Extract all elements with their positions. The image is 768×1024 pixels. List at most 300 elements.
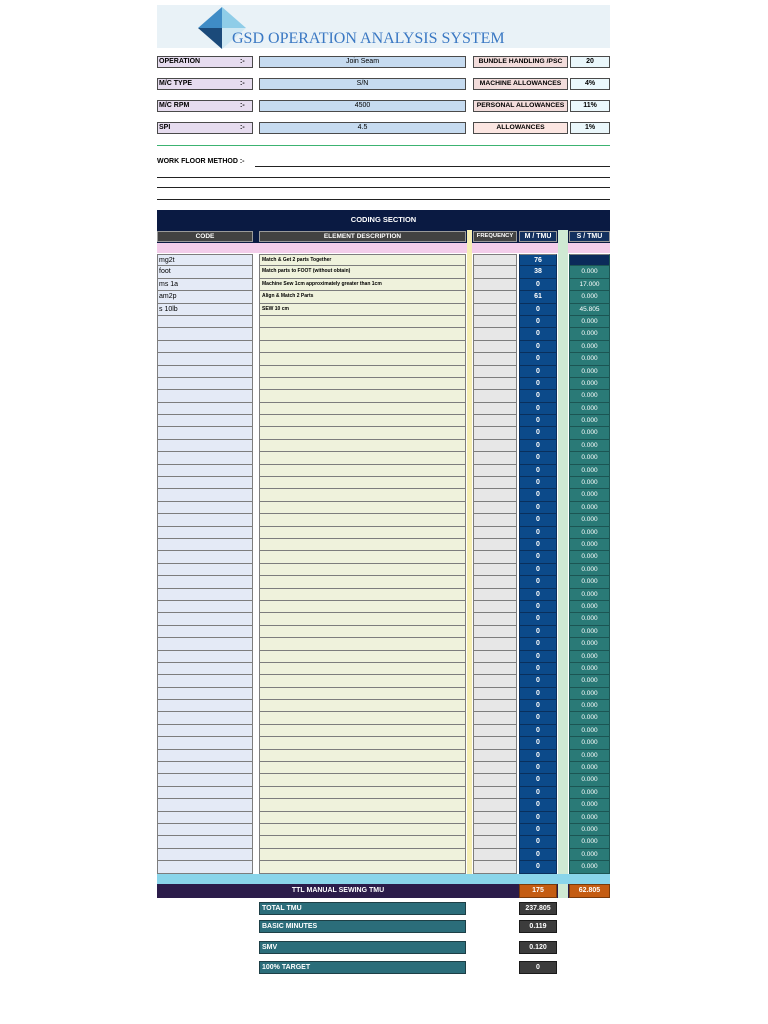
frequency-cell[interactable] [473, 700, 517, 712]
table-row [157, 452, 610, 464]
s-tmu-cell: 0.000 [569, 787, 610, 799]
description-cell[interactable] [259, 353, 466, 365]
code-cell[interactable] [157, 638, 253, 650]
app-title: GSD OPERATION ANALYSIS SYSTEM [232, 30, 505, 47]
code-cell[interactable] [157, 688, 253, 700]
frequency-cell[interactable] [473, 477, 517, 489]
description-cell[interactable] [259, 527, 466, 539]
frequency-cell[interactable] [473, 774, 517, 786]
code-cell[interactable]: am2p [157, 291, 253, 303]
frequency-cell[interactable] [473, 502, 517, 514]
description-cell[interactable] [259, 787, 466, 799]
m-tmu-cell: 0 [519, 403, 557, 415]
m-tmu-cell: 0 [519, 353, 557, 365]
s-tmu-cell: 0.000 [569, 576, 610, 588]
column-header-description: ELEMENT DESCRIPTION [259, 231, 466, 242]
description-cell[interactable] [259, 564, 466, 576]
frequency-cell[interactable] [473, 651, 517, 663]
description-cell[interactable] [259, 849, 466, 861]
code-cell[interactable] [157, 774, 253, 786]
code-cell[interactable] [157, 836, 253, 848]
description-cell[interactable] [259, 799, 466, 811]
code-cell[interactable] [157, 849, 253, 861]
frequency-cell[interactable] [473, 316, 517, 328]
m-tmu-cell: 0 [519, 589, 557, 601]
s-tmu-cell: 0.000 [569, 539, 610, 551]
frequency-cell[interactable] [473, 427, 517, 439]
table-row [157, 415, 610, 427]
code-cell[interactable] [157, 589, 253, 601]
basic-minutes-label: BASIC MINUTES [259, 920, 466, 933]
description-cell[interactable] [259, 750, 466, 762]
m-tmu-cell: 0 [519, 836, 557, 848]
mc-rpm-separator: :- [240, 102, 245, 109]
code-cell[interactable] [157, 415, 253, 427]
table-row [157, 787, 610, 799]
table-row [157, 688, 610, 700]
code-cell[interactable] [157, 812, 253, 824]
code-cell[interactable] [157, 712, 253, 724]
allowances-label: ALLOWANCES [473, 122, 568, 134]
table-row [157, 291, 610, 303]
column-header-frequency: FREQUENCY [473, 231, 517, 242]
code-cell[interactable] [157, 353, 253, 365]
ttl-s-tmu-value: 62.805 [569, 884, 610, 898]
table-row [157, 812, 610, 824]
smv-value: 0.120 [519, 941, 557, 954]
s-tmu-cell: 0.000 [569, 465, 610, 477]
table-row [157, 799, 610, 811]
s-tmu-cell: 0.000 [569, 440, 610, 452]
m-tmu-cell: 0 [519, 316, 557, 328]
description-cell[interactable] [259, 415, 466, 427]
frequency-cell[interactable] [473, 675, 517, 687]
m-tmu-cell: 38 [519, 266, 557, 278]
frequency-cell[interactable] [473, 353, 517, 365]
frequency-cell[interactable] [473, 638, 517, 650]
description-cell[interactable] [259, 440, 466, 452]
code-cell[interactable] [157, 700, 253, 712]
s-tmu-cell [569, 254, 610, 266]
s-tmu-cell: 0.000 [569, 489, 610, 501]
ttl-manual-sewing-label: TTL MANUAL SEWING TMU [291, 887, 385, 894]
frequency-cell[interactable] [473, 440, 517, 452]
description-cell[interactable] [259, 861, 466, 873]
s-tmu-cell: 45.805 [569, 304, 610, 316]
s-tmu-cell: 0.000 [569, 527, 610, 539]
description-cell[interactable] [259, 403, 466, 415]
table-row [157, 477, 610, 489]
description-cell[interactable] [259, 366, 466, 378]
mc-rpm-value[interactable]: 4500 [259, 100, 466, 112]
s-tmu-cell: 0.000 [569, 824, 610, 836]
mc-rpm-label-text: M/C RPM [159, 102, 190, 109]
m-tmu-cell: 0 [519, 452, 557, 464]
s-tmu-cell: 0.000 [569, 589, 610, 601]
code-cell[interactable] [157, 551, 253, 563]
frequency-cell[interactable] [473, 737, 517, 749]
description-cell[interactable] [259, 477, 466, 489]
code-cell[interactable] [157, 328, 253, 340]
description-cell[interactable] [259, 812, 466, 824]
table-row [157, 279, 610, 291]
description-cell[interactable] [259, 551, 466, 563]
table-row [157, 774, 610, 786]
s-tmu-cell: 0.000 [569, 266, 610, 278]
description-cell[interactable] [259, 465, 466, 477]
s-tmu-cell: 0.000 [569, 750, 610, 762]
m-tmu-cell: 0 [519, 514, 557, 526]
m-tmu-cell: 0 [519, 613, 557, 625]
s-tmu-cell: 0.000 [569, 502, 610, 514]
code-cell[interactable] [157, 341, 253, 353]
code-cell[interactable] [157, 799, 253, 811]
work-floor-method-line[interactable] [255, 166, 610, 167]
table-row [157, 836, 610, 848]
description-cell[interactable] [259, 502, 466, 514]
code-cell[interactable] [157, 514, 253, 526]
frequency-cell[interactable] [473, 824, 517, 836]
frequency-cell[interactable] [473, 688, 517, 700]
description-cell[interactable] [259, 390, 466, 402]
description-cell[interactable] [259, 638, 466, 650]
table-row [157, 366, 610, 378]
mc-type-separator: :- [240, 80, 245, 87]
allowances-value[interactable]: 1% [570, 122, 610, 134]
description-cell[interactable]: SEW 10 cm [259, 304, 466, 316]
frequency-cell[interactable] [473, 328, 517, 340]
frequency-cell[interactable] [473, 601, 517, 613]
frequency-cell[interactable] [473, 725, 517, 737]
m-tmu-cell: 0 [519, 477, 557, 489]
frequency-cell[interactable] [473, 812, 517, 824]
m-tmu-cell: 0 [519, 688, 557, 700]
m-tmu-cell: 0 [519, 651, 557, 663]
table-row [157, 712, 610, 724]
s-tmu-cell: 0.000 [569, 849, 610, 861]
code-cell[interactable] [157, 564, 253, 576]
m-tmu-cell: 0 [519, 700, 557, 712]
frequency-cell[interactable] [473, 712, 517, 724]
section-divider [157, 145, 610, 146]
frequency-cell[interactable] [473, 762, 517, 774]
s-tmu-cell: 0.000 [569, 774, 610, 786]
code-cell[interactable] [157, 737, 253, 749]
table-row [157, 564, 610, 576]
s-tmu-cell: 17.000 [569, 279, 610, 291]
frequency-cell[interactable] [473, 390, 517, 402]
s-tmu-cell: 0.000 [569, 762, 610, 774]
frequency-cell[interactable] [473, 415, 517, 427]
description-cell[interactable] [259, 601, 466, 613]
frequency-cell[interactable] [473, 799, 517, 811]
description-cell[interactable]: Align & Match 2 Parts [259, 291, 466, 303]
frequency-cell[interactable] [473, 613, 517, 625]
table-row [157, 750, 610, 762]
table-footer-spacer [157, 874, 610, 884]
operation-separator: :- [240, 58, 245, 65]
frequency-cell[interactable] [473, 849, 517, 861]
m-tmu-cell: 0 [519, 824, 557, 836]
description-cell[interactable] [259, 539, 466, 551]
operation-label-text: OPERATION [159, 58, 201, 65]
ttl-m-tmu-value: 175 [519, 884, 557, 898]
code-cell[interactable] [157, 601, 253, 613]
description-cell[interactable] [259, 489, 466, 501]
machine-allowances-value[interactable]: 4% [570, 78, 610, 90]
table-row [157, 403, 610, 415]
column-header-m-tmu: M / TMU [519, 231, 557, 242]
code-cell[interactable] [157, 675, 253, 687]
mc-type-value[interactable]: S/N [259, 78, 466, 90]
frequency-cell[interactable] [473, 452, 517, 464]
description-cell[interactable] [259, 613, 466, 625]
code-cell[interactable] [157, 725, 253, 737]
m-tmu-cell: 0 [519, 774, 557, 786]
frequency-cell[interactable] [473, 279, 517, 291]
s-tmu-cell: 0.000 [569, 626, 610, 638]
m-tmu-cell: 0 [519, 527, 557, 539]
s-tmu-cell: 0.000 [569, 390, 610, 402]
frequency-cell[interactable] [473, 836, 517, 848]
description-cell[interactable] [259, 589, 466, 601]
code-cell[interactable]: mg2t [157, 254, 253, 266]
description-cell[interactable] [259, 824, 466, 836]
s-tmu-cell: 0.000 [569, 675, 610, 687]
frequency-cell[interactable] [473, 551, 517, 563]
table-row [157, 465, 610, 477]
code-cell[interactable] [157, 440, 253, 452]
work-floor-method-line[interactable] [157, 199, 610, 200]
s-tmu-cell: 0.000 [569, 601, 610, 613]
code-cell[interactable]: s 10lb [157, 304, 253, 316]
code-cell[interactable] [157, 613, 253, 625]
s-tmu-cell: 0.000 [569, 812, 610, 824]
description-cell[interactable] [259, 663, 466, 675]
code-cell[interactable]: foot [157, 266, 253, 278]
description-cell[interactable] [259, 774, 466, 786]
table-row [157, 304, 610, 316]
description-cell[interactable] [259, 328, 466, 340]
coding-section-title: CODING SECTION [157, 210, 610, 230]
description-cell[interactable] [259, 378, 466, 390]
s-tmu-cell: 0.000 [569, 415, 610, 427]
frequency-cell[interactable] [473, 266, 517, 278]
s-tmu-cell: 0.000 [569, 328, 610, 340]
code-cell[interactable] [157, 576, 253, 588]
m-tmu-cell: 0 [519, 849, 557, 861]
description-cell[interactable] [259, 341, 466, 353]
operation-label [157, 56, 253, 68]
description-cell[interactable] [259, 712, 466, 724]
s-tmu-cell: 0.000 [569, 836, 610, 848]
table-row [157, 626, 610, 638]
personal-allowances-label: PERSONAL ALLOWANCES [473, 100, 568, 112]
frequency-cell[interactable] [473, 341, 517, 353]
coding-table-body [157, 254, 610, 874]
code-cell[interactable] [157, 787, 253, 799]
description-cell[interactable] [259, 427, 466, 439]
description-cell[interactable] [259, 514, 466, 526]
machine-allowances-label: MACHINE ALLOWANCES [473, 78, 568, 90]
table-row [157, 316, 610, 328]
frequency-cell[interactable] [473, 787, 517, 799]
frequency-cell[interactable] [473, 861, 517, 873]
bundle-handling-value[interactable]: 20 [570, 56, 610, 68]
code-cell[interactable] [157, 477, 253, 489]
table-row [157, 824, 610, 836]
description-cell[interactable] [259, 576, 466, 588]
code-cell[interactable] [157, 527, 253, 539]
frequency-cell[interactable] [473, 514, 517, 526]
header-banner [157, 5, 610, 48]
code-cell[interactable] [157, 651, 253, 663]
description-cell[interactable] [259, 737, 466, 749]
description-cell[interactable] [259, 452, 466, 464]
frequency-cell[interactable] [473, 576, 517, 588]
code-cell[interactable] [157, 378, 253, 390]
description-cell[interactable]: Match & Get 2 parts Together [259, 254, 466, 266]
frequency-cell[interactable] [473, 403, 517, 415]
work-floor-method-label: WORK FLOOR METHOD :- [157, 158, 245, 165]
code-cell[interactable] [157, 762, 253, 774]
description-cell[interactable] [259, 688, 466, 700]
frequency-cell[interactable] [473, 366, 517, 378]
code-cell[interactable] [157, 750, 253, 762]
frequency-cell[interactable] [473, 304, 517, 316]
m-tmu-cell: 0 [519, 750, 557, 762]
total-tmu-label: TOTAL TMU [259, 902, 466, 915]
m-tmu-cell: 0 [519, 304, 557, 316]
code-cell[interactable] [157, 502, 253, 514]
code-cell[interactable] [157, 390, 253, 402]
table-row [157, 737, 610, 749]
table-row [157, 440, 610, 452]
personal-allowances-value[interactable]: 11% [570, 100, 610, 112]
code-cell[interactable] [157, 539, 253, 551]
table-row [157, 762, 610, 774]
work-floor-method-line[interactable] [157, 187, 610, 188]
header-spacer-row [157, 243, 610, 253]
description-cell[interactable] [259, 626, 466, 638]
description-cell[interactable] [259, 700, 466, 712]
frequency-cell[interactable] [473, 378, 517, 390]
m-tmu-cell: 0 [519, 378, 557, 390]
code-cell[interactable] [157, 489, 253, 501]
s-tmu-cell: 0.000 [569, 452, 610, 464]
m-tmu-cell: 0 [519, 675, 557, 687]
frequency-cell[interactable] [473, 254, 517, 266]
code-cell[interactable] [157, 452, 253, 464]
spi-separator: :- [240, 124, 245, 131]
table-row [157, 266, 610, 278]
column-header-code: CODE [157, 231, 253, 242]
code-cell[interactable] [157, 626, 253, 638]
description-cell[interactable] [259, 725, 466, 737]
description-cell[interactable] [259, 316, 466, 328]
m-tmu-cell: 0 [519, 725, 557, 737]
s-tmu-cell: 0.000 [569, 725, 610, 737]
spi-label-text: SPI [159, 124, 171, 131]
code-cell[interactable] [157, 465, 253, 477]
frequency-cell[interactable] [473, 465, 517, 477]
table-row [157, 527, 610, 539]
frequency-cell[interactable] [473, 539, 517, 551]
frequency-cell[interactable] [473, 527, 517, 539]
code-cell[interactable] [157, 366, 253, 378]
code-cell[interactable]: ms 1a [157, 279, 253, 291]
s-tmu-cell: 0.000 [569, 514, 610, 526]
m-tmu-cell: 0 [519, 663, 557, 675]
table-row [157, 849, 610, 861]
code-cell[interactable] [157, 824, 253, 836]
table-row [157, 514, 610, 526]
description-cell[interactable]: Match parts to FOOT (without obtain) [259, 266, 466, 278]
code-cell[interactable] [157, 316, 253, 328]
table-row [157, 254, 610, 266]
s-tmu-cell: 0.000 [569, 700, 610, 712]
table-row [157, 427, 610, 439]
spi-value[interactable]: 4.5 [259, 122, 466, 134]
s-tmu-cell: 0.000 [569, 712, 610, 724]
s-tmu-cell: 0.000 [569, 663, 610, 675]
m-tmu-cell: 0 [519, 465, 557, 477]
mc-type-label-text: M/C TYPE [159, 80, 193, 87]
m-tmu-cell: 0 [519, 341, 557, 353]
table-row [157, 725, 610, 737]
column-separator [558, 230, 568, 874]
m-tmu-cell: 0 [519, 762, 557, 774]
s-tmu-cell: 0.000 [569, 861, 610, 873]
description-cell[interactable] [259, 836, 466, 848]
frequency-cell[interactable] [473, 489, 517, 501]
frequency-cell[interactable] [473, 626, 517, 638]
m-tmu-cell: 0 [519, 737, 557, 749]
m-tmu-cell: 0 [519, 328, 557, 340]
m-tmu-cell: 0 [519, 489, 557, 501]
s-tmu-cell: 0.000 [569, 353, 610, 365]
operation-value[interactable]: Join Seam [259, 56, 466, 68]
work-floor-method-line[interactable] [157, 177, 610, 178]
m-tmu-cell: 0 [519, 576, 557, 588]
frequency-cell[interactable] [473, 291, 517, 303]
m-tmu-cell: 76 [519, 254, 557, 266]
m-tmu-cell: 61 [519, 291, 557, 303]
frequency-cell[interactable] [473, 750, 517, 762]
description-cell[interactable] [259, 762, 466, 774]
code-cell[interactable] [157, 861, 253, 873]
description-cell[interactable]: Machine Sew 1cm approximately greater than 1cm [259, 279, 466, 291]
m-tmu-cell: 0 [519, 279, 557, 291]
table-row [157, 651, 610, 663]
s-tmu-cell: 0.000 [569, 613, 610, 625]
table-row [157, 489, 610, 501]
code-cell[interactable] [157, 403, 253, 415]
mc-type-label [157, 78, 253, 90]
code-cell[interactable] [157, 663, 253, 675]
table-row [157, 328, 610, 340]
frequency-cell[interactable] [473, 663, 517, 675]
description-cell[interactable] [259, 651, 466, 663]
table-row [157, 675, 610, 687]
code-cell[interactable] [157, 427, 253, 439]
description-cell[interactable] [259, 675, 466, 687]
s-tmu-cell: 0.000 [569, 341, 610, 353]
frequency-cell[interactable] [473, 564, 517, 576]
frequency-cell[interactable] [473, 589, 517, 601]
s-tmu-cell: 0.000 [569, 427, 610, 439]
m-tmu-cell: 0 [519, 551, 557, 563]
